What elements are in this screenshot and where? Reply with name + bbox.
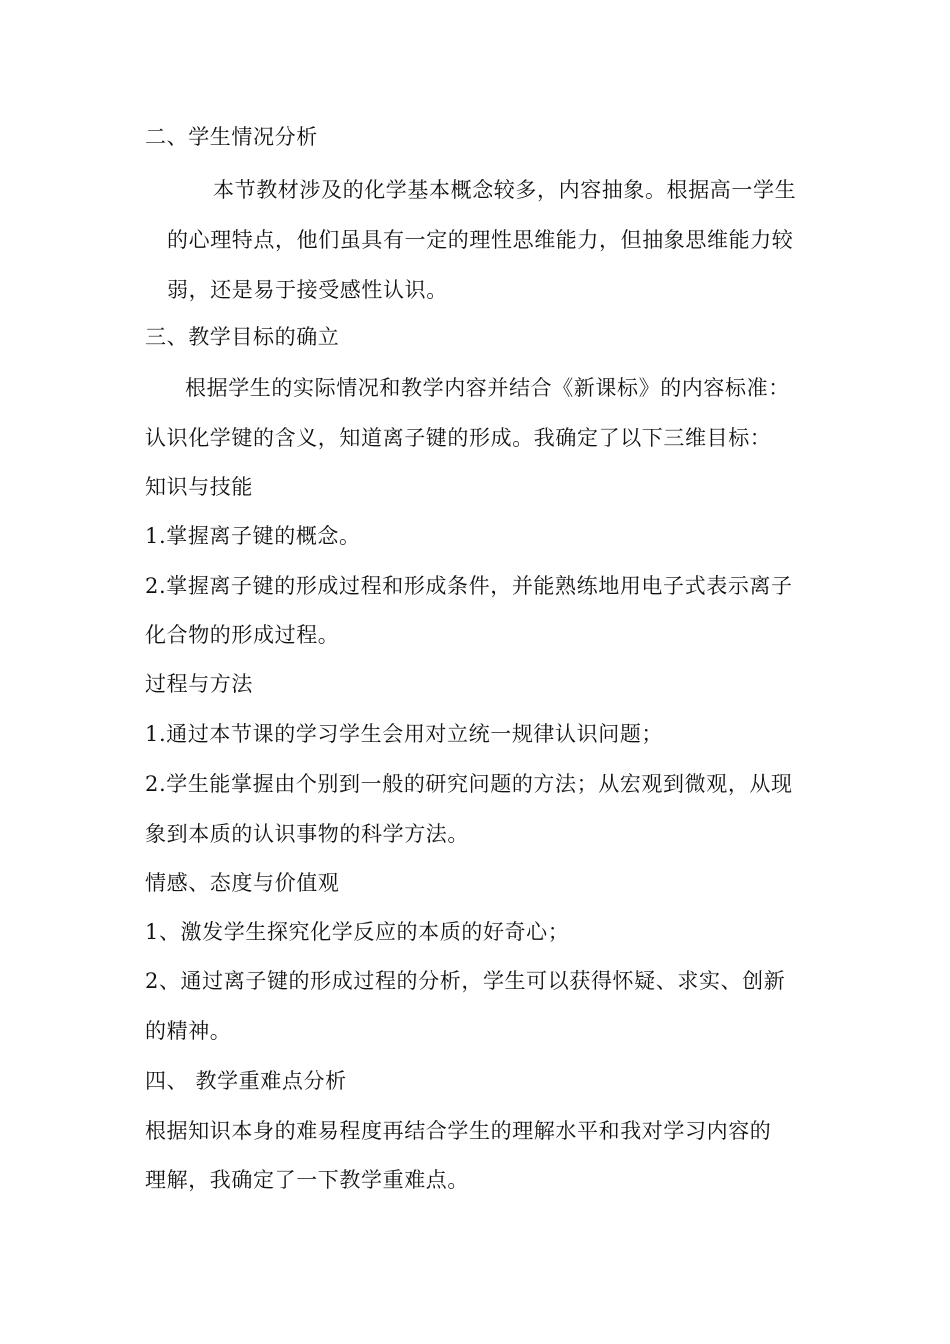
section-2-paragraph-line-2: 的心理特点，他们虽具有一定的理性思维能力，但抽象思维能力较 — [167, 228, 794, 252]
knowledge-item-2-line-2: 化合物的形成过程。 — [145, 623, 340, 647]
section-2-paragraph-line-1: 本节教材涉及的化学基本概念较多，内容抽象。根据高一学生 — [213, 178, 797, 202]
process-item-2-line-1: 2.学生能掌握由个别到一般的研究问题的方法；从宏观到微观，从现 — [145, 772, 793, 796]
section-2-paragraph-line-3: 弱，还是易于接受感性认识。 — [167, 278, 448, 302]
process-item-1: 1.通过本节课的学习学生会用对立统一规律认识问题； — [145, 722, 664, 746]
knowledge-item-1: 1.掌握离子键的概念。 — [145, 524, 361, 548]
process-item-2-line-2: 象到本质的认识事物的科学方法。 — [145, 822, 469, 846]
knowledge-item-2-line-1: 2.掌握离子键的形成过程和形成条件，并能熟练地用电子式表示离子 — [145, 574, 793, 598]
section-4-paragraph-line-2: 理解，我确定了一下教学重难点。 — [145, 1168, 469, 1192]
emotion-values-title: 情感、态度与价值观 — [145, 871, 340, 895]
section-3-paragraph-line-2: 认识化学键的含义，知道离子键的形成。我确定了以下三维目标： — [145, 426, 772, 450]
section-2-heading: 二、学生情况分析 — [145, 125, 318, 149]
knowledge-skills-title: 知识与技能 — [145, 475, 253, 499]
section-3-paragraph-line-1: 根据学生的实际情况和教学内容并结合《新课标》的内容标准： — [185, 376, 790, 400]
section-3-heading: 三、教学目标的确立 — [145, 325, 340, 349]
process-methods-title: 过程与方法 — [145, 672, 253, 696]
emotion-item-2-line-2: 的精神。 — [145, 1019, 232, 1043]
section-4-paragraph-line-1: 根据知识本身的难易程度再结合学生的理解水平和我对学习内容的 — [145, 1119, 772, 1143]
emotion-item-2-line-1: 2、通过离子键的形成过程的分析，学生可以获得怀疑、求实、创新 — [145, 969, 786, 993]
emotion-item-1: 1、激发学生探究化学反应的本质的好奇心； — [145, 920, 570, 944]
section-4-heading: 四、 教学重难点分析 — [145, 1069, 347, 1093]
